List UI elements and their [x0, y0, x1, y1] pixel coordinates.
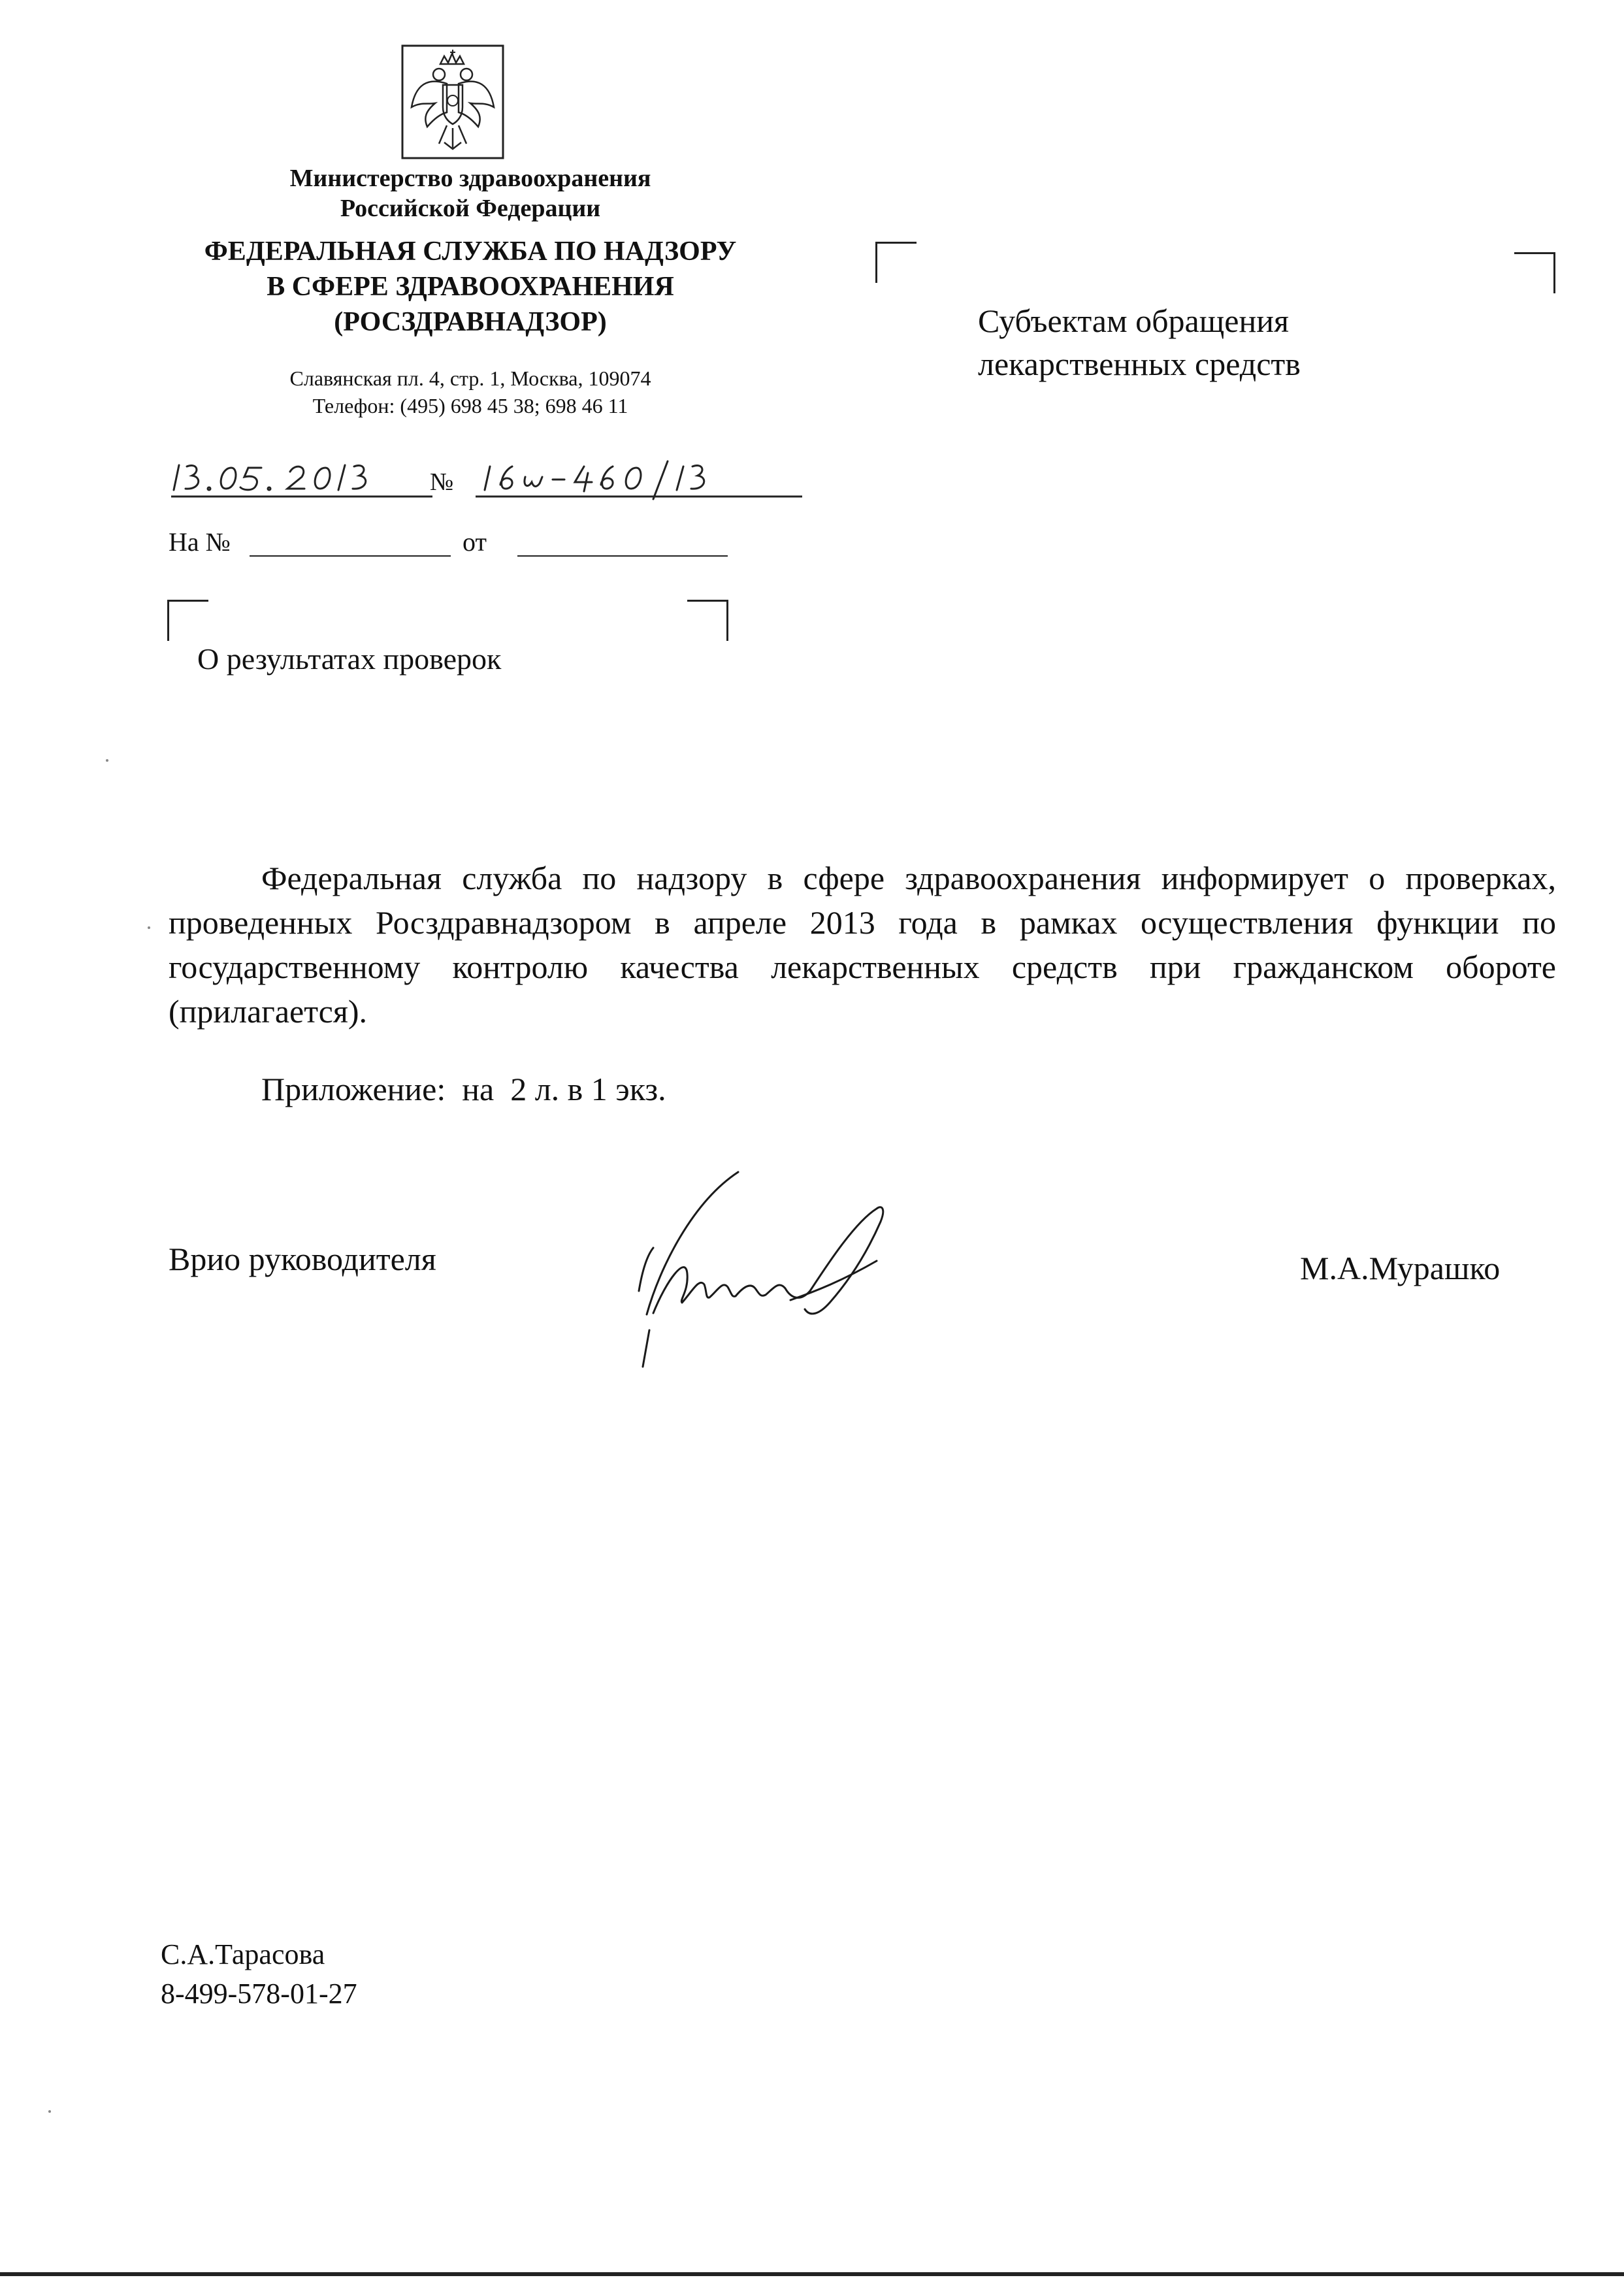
in-reply-blank	[250, 555, 451, 557]
executor-name: С.А.Тарасова	[161, 1938, 325, 1970]
phone-line: Телефон: (495) 698 45 38; 698 46 11	[312, 394, 628, 417]
from-label: от	[463, 527, 487, 557]
attachment-note: Приложение: на 2 л. в 1 экз.	[261, 1071, 666, 1107]
address-block	[183, 365, 758, 419]
ministry-line-1: Министерство здравоохранения	[289, 165, 651, 192]
executor-block	[161, 1935, 357, 2013]
bottom-edge-line	[0, 2272, 1624, 2276]
scan-speck	[148, 926, 150, 929]
address-line: Славянская пл. 4, стр. 1, Москва, 109074	[289, 367, 651, 390]
coat-of-arms-icon	[401, 44, 504, 159]
subject-bracket-left	[167, 600, 208, 641]
from-blank	[517, 555, 728, 557]
service-name	[157, 234, 784, 340]
scan-speck	[48, 2110, 51, 2113]
ministry-name	[183, 163, 758, 223]
signatory-position: Врио руководителя	[169, 1241, 436, 1277]
registration-date-handwritten	[171, 457, 432, 503]
recipient-line-2: лекарственных средств	[978, 346, 1301, 382]
service-line-1: ФЕДЕРАЛЬНАЯ СЛУЖБА ПО НАДЗОРУ	[204, 236, 737, 267]
registration-number-handwritten	[476, 457, 802, 503]
letter-subject: О результатах проверок	[197, 642, 502, 676]
recipient-bracket-left	[875, 242, 917, 283]
in-reply-label: На №	[169, 527, 231, 557]
subject-bracket-right	[687, 600, 728, 641]
number-sign: №	[430, 468, 454, 496]
recipient-bracket-right	[1514, 252, 1555, 293]
ministry-line-2: Российской Федерации	[340, 195, 601, 222]
service-line-2: В СФЕРЕ ЗДРАВООХРАНЕНИЯ	[267, 272, 674, 302]
signatory-name: М.А.Мурашко	[1300, 1250, 1501, 1286]
recipient-line-1: Субъектам обращения	[978, 302, 1289, 339]
executor-phone: 8-499-578-01-27	[161, 1978, 357, 2010]
handwritten-signature	[634, 1163, 908, 1378]
body-paragraph: Федеральная служба по надзору в сфере здравоохранения информирует о проверках, проведенных Росздравнадзором в апреле 2013 года в рамках осуществления функции по государственному контролю качества лекарственных средств при гражданском обороте (прилагается).	[169, 860, 1556, 1030]
service-line-3: (РОСЗДРАВНАДЗОР)	[334, 307, 607, 337]
recipient-block	[978, 299, 1301, 385]
scan-speck	[106, 759, 108, 762]
